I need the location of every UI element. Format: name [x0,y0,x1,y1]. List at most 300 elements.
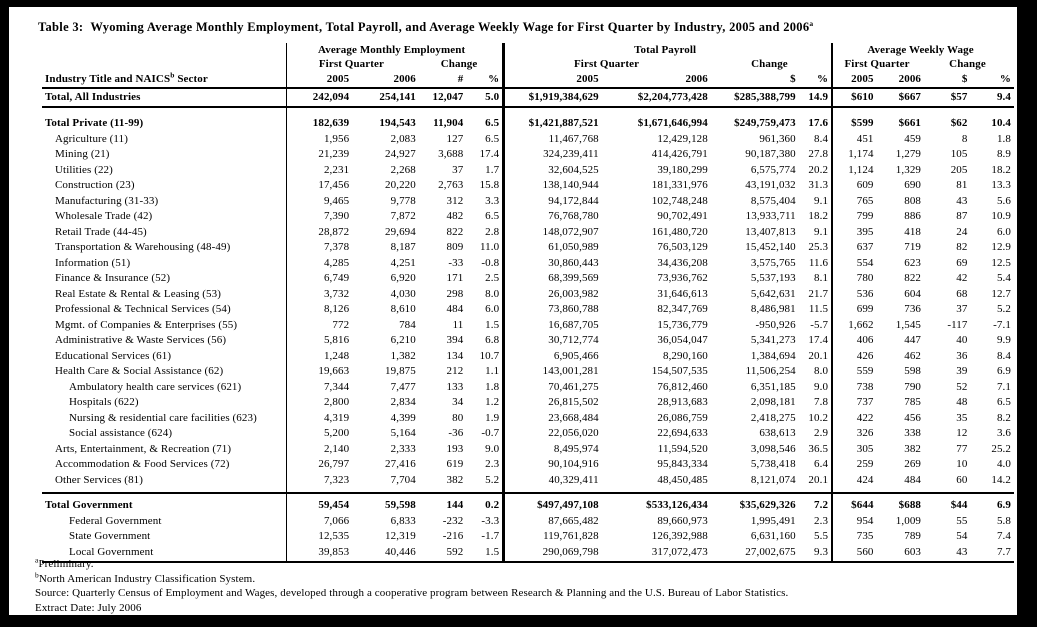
payroll-change-pct-value: 9.3 [802,545,832,563]
payroll-2006-value: 161,480,720 [651,225,708,238]
wage-2005-value: 406 [832,333,879,349]
employment-2005-value: 12,535 [287,529,356,545]
wage-change-dollar-value: 55 [956,514,968,527]
payroll-2005-header: 2005 [504,71,605,88]
footnote-b-marker: b [35,569,39,579]
employment-change-pct-value: 5.2 [485,473,500,486]
payroll-change-dollar-value: 3,575,765 [750,256,796,269]
payroll-change-pct-value: 18.2 [808,210,829,222]
wage-change-dollar-value: 54 [956,530,968,542]
naics-footnote-marker: b [170,71,175,80]
wage-change-pct-value: 5.2 [996,303,1011,315]
table-row [42,349,1014,365]
payroll-change-dollar-value: $35,629,326 [714,493,802,514]
wage-change-dollar-value: 69 [956,256,968,269]
employment-2005-value: 2,800 [287,395,356,411]
wage-2005-value: 536 [832,287,879,303]
wage-2005-value: 395 [832,225,879,241]
employment-2005-value: 19,663 [287,364,356,380]
wage-2006-value: 447 [904,334,922,346]
wage-change-dollar-value: 37 [956,303,968,315]
payroll-change-dollar-value: $285,388,799 [714,88,802,107]
employment-change-num-value: 11,904 [433,117,464,129]
wage-2005-value: 326 [832,426,879,442]
employment-change-num-value: 34 [452,396,464,408]
footnote-b-text: North American Industry Classification System. [38,572,256,585]
payroll-2005-value: 87,665,482 [504,514,605,530]
wage-change-dollar-value: 43 [927,545,973,563]
employment-change-pct-header: % [469,71,503,88]
employment-2006-value: 2,083 [390,132,416,145]
industry-label: State Government [69,530,151,542]
employment-change-pct-value: 15.8 [479,179,500,191]
employment-change-pct-value: 1.8 [485,380,500,393]
footnote-a-marker: a [35,555,39,565]
wage-2006-value: 719 [904,241,922,253]
wage-2006-value: 822 [904,272,922,284]
employment-change-num-value: 171 [446,272,464,284]
wage-change-dollar-value: 77 [956,442,968,455]
employment-2005-value: 1,248 [287,349,356,365]
employment-2005-value: 772 [287,318,356,334]
employment-2006-value: 24,927 [385,148,416,160]
employment-2006-value: 1,382 [390,349,416,362]
wage-2005-value: 451 [832,132,879,148]
payroll-2005-value: 76,768,780 [504,209,605,225]
employment-change-num-value: -36 [448,427,464,439]
table-title-text: Wyoming Average Monthly Employment, Total Payroll, and Average Weekly Wage for First Quarter by Industry, 2005 and 2006 [90,20,810,34]
industry-label: Finance & Insurance (52) [55,272,171,284]
payroll-first-quarter-header: First Quarter [504,58,714,71]
table-row [42,147,1014,163]
payroll-change-dollar-value: 5,738,418 [750,458,796,470]
wage-change-pct-value: 4.0 [996,458,1011,470]
wage-change-dollar-value: 82 [956,241,968,253]
wage-change-dollar-value: 10 [956,458,968,470]
wage-2006-value: 382 [904,442,922,455]
employment-2005-value: 21,239 [287,147,356,163]
payroll-change-dollar-value: 6,631,160 [750,530,796,542]
wage-2006-value: 338 [904,427,922,439]
employment-2006-value: 29,694 [385,225,416,238]
wage-2005-value: 954 [832,514,879,530]
wage-change-dollar-value: $57 [927,88,973,107]
employment-change-pct-value: -1.7 [481,530,500,542]
payroll-change-pct-value: 20.1 [808,473,829,486]
title-footnote-marker: a [809,18,814,28]
employment-2006-value: 20,220 [385,179,416,191]
wage-2006-value: 598 [904,365,922,377]
employment-change-pct-value: 6.5 [485,117,500,129]
employment-change-pct-value: 2.3 [485,458,500,470]
employment-change-num-value: 482 [446,210,464,222]
wage-change-pct-value: 7.4 [996,530,1011,542]
column-group-header-row [42,43,1014,58]
employment-2005-value: 3,732 [287,287,356,303]
employment-change-num-value: 133 [446,380,464,393]
wage-2005-header: 2005 [832,71,879,88]
wage-change-pct-value: 6.5 [996,396,1011,408]
table-row [42,457,1014,473]
employment-change-num-value: 619 [446,458,464,470]
industry-label: Transportation & Warehousing (48-49) [55,241,231,253]
wage-2006-value: 1,329 [895,163,922,176]
employment-2006-value: 5,164 [390,427,416,439]
wage-2006-value: 1,009 [895,514,922,527]
wage-2006-value: 789 [904,530,922,542]
payroll-2006-value: 89,660,973 [657,514,708,527]
wage-2005-value: 637 [832,240,879,256]
wage-2005-value: 735 [832,529,879,545]
subgroup-header-row [42,58,1014,71]
employment-change-pct-value: 3.3 [485,194,500,207]
table-row [42,380,1014,396]
employment-change-num-value: 134 [446,349,464,362]
payroll-change-pct-value: 11.5 [808,303,829,315]
wage-change-dollar-value: -117 [947,318,968,331]
wage-2006-value: $667 [880,88,927,107]
industry-label: Educational Services (61) [55,349,172,362]
employment-first-quarter-header: First Quarter [287,58,422,71]
table-row [42,529,1014,545]
payroll-2006-value: 26,086,759 [657,411,708,424]
table-row [42,271,1014,287]
employment-2005-value: 17,456 [287,178,356,194]
employment-2005-value: 4,319 [287,411,356,427]
wage-2006-value: 604 [904,287,922,300]
payroll-2005-value: 94,172,844 [504,194,605,210]
industry-data-table [42,43,1014,563]
payroll-change-dollar-value: 27,002,675 [714,545,802,563]
wage-2006-value: 1,545 [895,318,922,331]
payroll-2006-value: 8,290,160 [662,349,708,362]
employment-change-num-value: 822 [446,225,464,238]
wage-group-header: Average Weekly Wage [832,43,1014,58]
employment-change-pct-value: -0.7 [481,427,500,439]
wage-change-pct-value: 5.8 [996,514,1011,527]
employment-2005-value: 7,066 [287,514,356,530]
footnotes [35,557,788,615]
wage-change-pct-value: 8.4 [996,349,1011,362]
wage-2006-value: 785 [904,396,922,408]
payroll-2005-value: $1,421,887,521 [504,116,605,132]
employment-2006-header: 2006 [355,71,422,88]
employment-2005-value: 9,465 [287,194,356,210]
wage-change-pct-value: -7.1 [993,318,1011,331]
wage-2005-value: $644 [832,493,879,514]
industry-label: Arts, Entertainment, & Recreation (71) [55,442,232,455]
employment-2005-value: 7,390 [287,209,356,225]
wage-2006-value: 459 [904,132,922,145]
payroll-change-dollar-value: 5,537,193 [750,272,796,284]
industry-column-header-suffix: Sector [174,73,208,85]
payroll-group-header: Total Payroll [504,43,832,58]
wage-change-dollar-value: 12 [956,427,968,439]
industry-label: Nursing & residential care facilities (623) [69,411,257,424]
employment-change-num-value: 312 [446,194,464,207]
employment-change-num-value: 212 [446,365,464,377]
payroll-2006-value: 12,429,128 [657,132,708,145]
payroll-2005-value: 119,761,828 [504,529,605,545]
employment-change-num-value: 193 [446,442,464,455]
employment-change-pct-value: 17.4 [479,148,500,160]
payroll-change-pct-value: 31.3 [808,179,829,191]
industry-label: Local Government [42,545,287,563]
wage-change-dollar-value: 60 [956,473,968,486]
wage-2006-value: 808 [904,194,922,207]
wage-change-dollar-value: 42 [956,272,968,284]
payroll-change-pct-value: 7.8 [814,396,829,408]
wage-change-header: Change [949,58,986,70]
employment-change-num-value: 382 [446,473,464,486]
payroll-2006-value: 39,180,299 [657,163,708,176]
table-row [42,302,1014,318]
payroll-change-pct-value: 10.2 [808,411,829,424]
payroll-change-header: Change [751,58,788,70]
payroll-change-dollar-value: 5,642,631 [750,287,796,300]
payroll-change-dollar-value: 90,187,380 [745,148,796,160]
payroll-change-pct-value: 5.5 [814,530,829,542]
payroll-change-pct-value: 17.4 [808,334,829,346]
wage-2006-value: 269 [904,458,922,470]
wage-change-pct-value: 8.2 [996,411,1011,424]
employment-change-pct-value: 1.2 [485,396,500,408]
payroll-change-dollar-value: 6,351,185 [750,380,796,393]
wage-2006-value: 603 [880,545,927,563]
payroll-change-pct-value: 7.2 [802,493,832,514]
employment-change-pct-value: 5.0 [469,88,503,107]
footnote-a-text: Preliminary. [38,558,94,570]
payroll-2005-value: 68,399,569 [504,271,605,287]
employment-2005-value: 8,126 [287,302,356,318]
employment-change-pct-value: 2.8 [485,225,500,238]
wage-change-pct-value: 14.2 [991,473,1011,486]
wage-2006-header: 2006 [880,71,927,88]
wage-2005-value: 426 [832,349,879,365]
payroll-2006-value: 34,436,208 [657,256,708,269]
wage-change-pct-value: 6.9 [974,493,1015,514]
payroll-2006-value: 73,936,762 [657,272,708,284]
industry-column-header-text: Industry Title and NAICS [45,73,171,85]
wage-change-pct-value: 3.6 [996,427,1011,439]
wage-2005-value: 737 [832,395,879,411]
table-row [42,163,1014,179]
wage-change-dollar-value: 36 [956,349,968,362]
employment-2006-value: 27,416 [385,458,416,470]
industry-label: Total, All Industries [42,88,287,107]
wage-2006-value: $661 [898,117,922,129]
wage-change-pct-value: 5.6 [996,194,1011,207]
payroll-2005-value: 8,495,974 [504,442,605,458]
wage-change-pct-value: 12.7 [991,287,1011,300]
payroll-2006-value: 36,054,047 [657,334,708,346]
wage-change-pct-value: 9.9 [996,334,1011,346]
wage-change-dollar-header: $ [927,71,973,88]
payroll-change-pct-value: 8.4 [814,132,829,145]
industry-label: Wholesale Trade (42) [55,210,153,222]
wage-2005-value: 699 [832,302,879,318]
employment-2006-value: 6,833 [390,514,416,527]
payroll-2005-value: 143,001,281 [504,364,605,380]
payroll-change-pct-value: 8.1 [814,272,829,284]
wage-2006-value: 790 [904,380,922,393]
payroll-change-dollar-value: 11,506,254 [745,365,796,377]
payroll-change-dollar-value: 1,995,491 [750,514,796,527]
wage-change-dollar-value: 8 [961,132,968,145]
industry-label: Total Government [42,493,287,514]
industry-label: Retail Trade (44-45) [55,225,147,238]
wage-change-pct-value: 12.9 [991,241,1011,253]
payroll-2006-value: 31,646,613 [657,287,708,300]
employment-change-num-value: -232 [442,514,464,527]
employment-2005-value: 4,285 [287,256,356,272]
payroll-2005-value: 40,329,411 [504,473,605,489]
payroll-change-dollar-value: 13,407,813 [745,225,796,238]
table-row [42,395,1014,411]
employment-2005-value: 182,639 [287,116,356,132]
table-row [42,442,1014,458]
payroll-change-dollar-value: 13,933,711 [745,210,796,222]
employment-2005-value: 2,231 [287,163,356,179]
wage-change-pct-value: 9.4 [974,88,1015,107]
employment-2006-value: 784 [399,318,416,331]
employment-2005-value: 26,797 [287,457,356,473]
employment-change-pct-value: 1.7 [485,163,500,176]
payroll-change-pct-value: -5.7 [810,318,829,331]
employment-change-header: Change [440,58,478,70]
payroll-2006-value: 126,392,988 [651,530,708,542]
wage-change-pct-value: 18.2 [991,163,1011,176]
wage-change-dollar-value: 87 [956,210,968,222]
wage-2005-value: 554 [832,256,879,272]
employment-change-num-value: 2,763 [438,179,464,191]
employment-2006-value: 7,872 [390,210,416,222]
industry-label: Manufacturing (31-33) [55,194,159,207]
table-row [42,240,1014,256]
employment-2005-value: 6,749 [287,271,356,287]
payroll-2005-value: 22,056,020 [504,426,605,442]
industry-label: Agriculture (11) [55,132,128,145]
employment-change-num-value: 484 [446,303,464,315]
employment-change-pct-value: 1.5 [469,545,503,563]
employment-2005-value: 7,378 [287,240,356,256]
industry-label: Administrative & Waste Services (56) [55,334,227,346]
industry-label: Hospitals (622) [69,396,139,408]
employment-change-num-value: 12,047 [422,88,469,107]
payroll-change-dollar-value: 6,575,774 [750,163,796,176]
wage-2005-value: 609 [832,178,879,194]
employment-2006-value: 2,333 [390,442,416,455]
employment-2005-value: 1,956 [287,132,356,148]
employment-2006-value: 7,704 [390,473,416,486]
wage-2006-value: 736 [904,303,922,315]
employment-change-pct-value: 6.5 [485,210,500,222]
payroll-change-pct-value: 14.9 [802,88,832,107]
table-row [42,88,1014,107]
payroll-2005-value: 23,668,484 [504,411,605,427]
table-row [42,333,1014,349]
payroll-2006-value: 11,594,520 [657,442,708,455]
payroll-2006-value: 90,702,491 [657,210,708,222]
industry-label: Accommodation & Food Services (72) [55,458,230,470]
payroll-2006-value: 22,694,633 [657,427,708,439]
table-row [42,426,1014,442]
wage-2005-value: 424 [832,473,879,489]
wage-change-dollar-value: 52 [956,380,968,393]
wage-change-dollar-value: 68 [956,287,968,300]
employment-2006-value: 4,030 [390,287,416,300]
wage-2006-value: 456 [904,411,922,424]
payroll-change-dollar-value: 638,613 [759,427,796,439]
footnote-naics [35,569,788,587]
payroll-2005-value: 16,687,705 [504,318,605,334]
employment-change-pct-value: 1.5 [485,318,500,331]
employment-2005-value: 5,200 [287,426,356,442]
employment-2006-value: 254,141 [355,88,422,107]
employment-2006-value: 12,319 [385,530,416,542]
wage-2006-value: $688 [880,493,927,514]
table-row [42,364,1014,380]
payroll-change-dollar-value: 8,486,981 [750,303,796,315]
employment-2005-header: 2005 [287,71,356,88]
wage-2005-value: 305 [832,442,879,458]
employment-change-pct-value: 9.0 [485,442,500,455]
employment-change-pct-value: 6.0 [485,303,500,315]
wage-2006-value: 623 [904,256,922,269]
employment-2006-value: 19,875 [385,365,416,377]
payroll-change-dollar-value: -950,926 [755,318,796,331]
employment-change-num-value: 127 [446,132,464,145]
table-row [42,209,1014,225]
payroll-2005-value: 70,461,275 [504,380,605,396]
payroll-2005-value: 26,815,502 [504,395,605,411]
wage-change-dollar-value: $62 [950,117,968,129]
industry-header-spacer [42,58,287,71]
wage-2005-value: 799 [832,209,879,225]
employment-2005-value: 59,454 [287,493,356,514]
table-row [42,514,1014,530]
footnote-source: Source: Quarterly Census of Employment and Wages, developed through a cooperative program between Research & Planning and the U.S. Bureau of Labor Statistics. [35,587,789,599]
employment-change-pct-value: 0.2 [469,493,503,514]
page-title [38,20,813,35]
wage-2005-value: 1,124 [832,163,879,179]
employment-change-pct-value: 11.0 [479,241,500,253]
column-header-row [42,71,1014,88]
employment-2006-value: 7,477 [390,380,416,393]
payroll-change-pct-header: % [802,71,832,88]
payroll-2006-value: $533,126,434 [605,493,714,514]
employment-2006-value: 6,920 [390,272,416,284]
wage-change-pct-value: 7.7 [974,545,1015,563]
employment-2006-value: 40,446 [355,545,422,563]
wage-2005-value: $610 [832,88,879,107]
table-row [42,287,1014,303]
table-row [42,411,1014,427]
employment-2005-value: 7,344 [287,380,356,396]
employment-change-num-value: 11 [452,318,464,331]
payroll-2005-value: 290,069,798 [504,545,605,563]
employment-change-pct-value: 2.5 [485,272,500,284]
payroll-2006-value: 317,072,473 [605,545,714,563]
wage-2005-value: 259 [832,457,879,473]
table-row [42,132,1014,148]
industry-label: Information (51) [55,256,131,269]
payroll-change-pct-value: 20.1 [808,349,829,362]
wage-change-dollar-value: 105 [950,148,968,160]
table-number: Table 3: [38,20,84,34]
industry-header-spacer [42,43,287,58]
table-row [42,318,1014,334]
